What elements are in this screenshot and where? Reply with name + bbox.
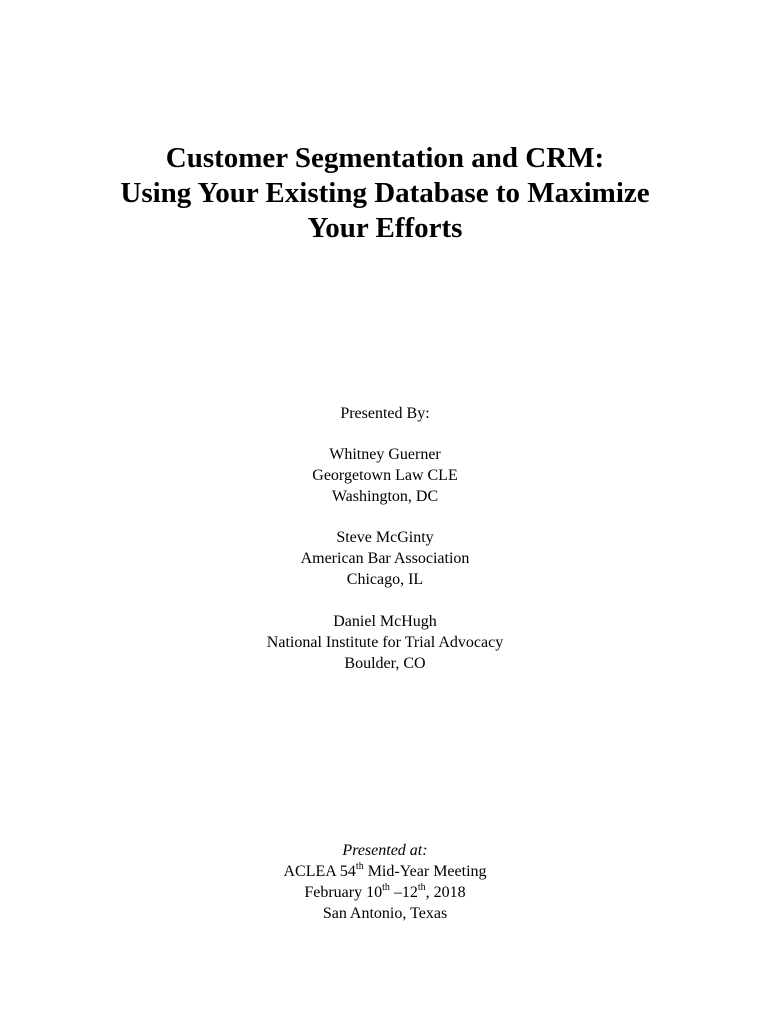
presenter-location: Boulder, CO	[344, 655, 426, 672]
presenter-block	[0, 444, 770, 507]
date-year: , 2018	[425, 884, 466, 901]
event-section	[0, 840, 770, 924]
venue: San Antonio, Texas	[322, 905, 448, 922]
document-title	[0, 141, 770, 246]
presenter-block	[0, 611, 770, 674]
meeting-suffix: Mid-Year Meeting	[363, 863, 487, 880]
presenter-name: Steve McGinty	[336, 529, 434, 546]
meeting-prefix: ACLEA 54	[283, 863, 356, 880]
date-end: –12	[389, 884, 418, 901]
presenter-location: Washington, DC	[331, 488, 439, 505]
date-start-ordinal: th	[382, 881, 390, 893]
meeting-line	[0, 861, 770, 882]
presenter-name: Daniel McHugh	[333, 613, 437, 630]
presented-by-section	[0, 403, 770, 424]
presented-by-label: Presented By:	[340, 405, 430, 422]
presenter-name: Whitney Guerner	[329, 446, 441, 463]
title-line-1: Customer Segmentation and CRM:	[165, 142, 605, 174]
date-line	[0, 882, 770, 903]
title-line-2: Using Your Existing Database to Maximize	[120, 177, 650, 209]
presented-at-label: Presented at:	[342, 842, 428, 859]
presenter-organization: National Institute for Trial Advocacy	[266, 634, 504, 651]
meeting-ordinal-suffix: th	[355, 860, 364, 872]
presenter-organization: Georgetown Law CLE	[312, 467, 458, 484]
date-start: February 10	[304, 884, 383, 901]
presenter-location: Chicago, IL	[346, 571, 424, 588]
date-end-ordinal: th	[417, 881, 426, 893]
title-line-3: Your Efforts	[307, 212, 463, 244]
presenter-block	[0, 527, 770, 590]
presenter-organization: American Bar Association	[300, 550, 470, 567]
